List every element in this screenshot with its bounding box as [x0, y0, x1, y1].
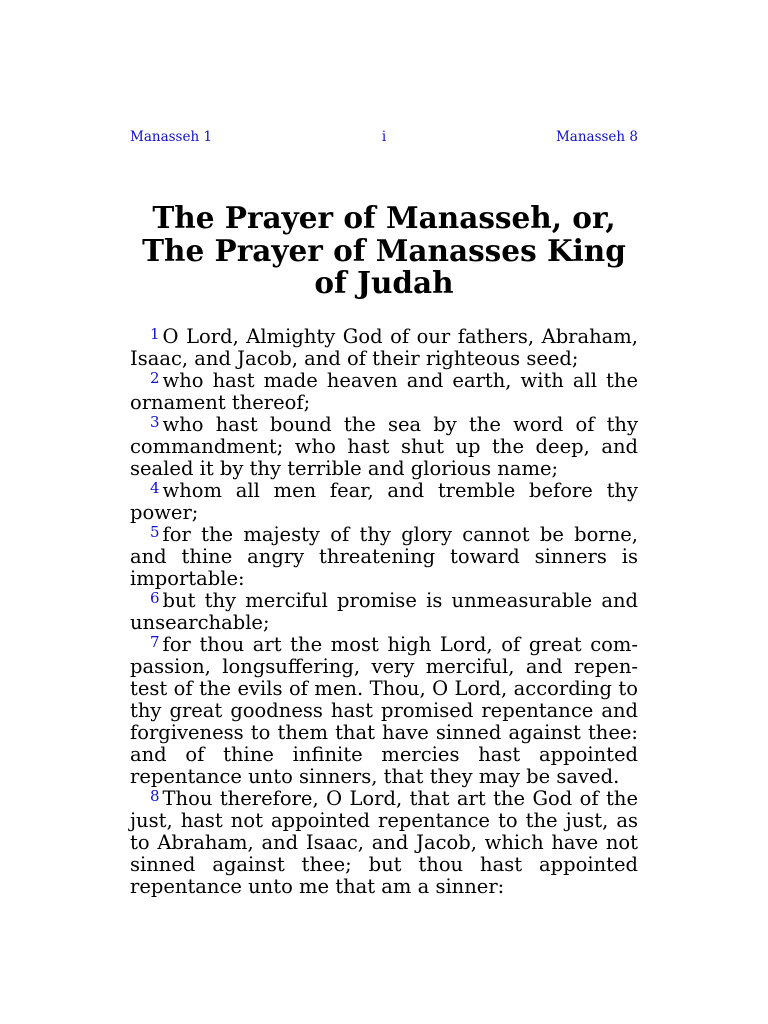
chapter-text	[130, 326, 638, 898]
verse-number[interactable]: 7	[150, 633, 160, 651]
verse-text: for thou art the most high Lord, of great compassion, longsuffering, very merciful, and repentest of the evils of men. Thou, O Lord, according to thy great goodness hast promised repentance and forgiveness to them that have sinned against thee: and of thine infinite mercies hast appointed repentance unto sinners, that they may be saved.	[130, 633, 638, 788]
verse-5	[130, 524, 638, 590]
book-title-line-2: The Prayer of Manasses King	[142, 232, 626, 268]
verse-number[interactable]: 3	[150, 413, 160, 431]
verse-8	[130, 788, 638, 898]
verse-1	[130, 326, 638, 370]
verse-text: Thou therefore, O Lord, that art the God of the just, hast not appointed repentance to the just, as to Abraham, and Isaac, and Jacob, which have not sinned against thee; but thou hast appointed repentance unto me that am a sinner:	[130, 787, 638, 898]
header-last-verse-link[interactable]: Manasseh 8	[555, 129, 638, 145]
verse-text: but thy merciful promise is unmeasurable and unsearchable;	[130, 589, 638, 634]
book-title-line-1: The Prayer of Manasseh, or,	[152, 200, 616, 235]
verse-number[interactable]: 4	[150, 479, 160, 497]
verse-4	[130, 480, 638, 524]
header-page-number[interactable]: i	[381, 129, 387, 145]
verse-2	[130, 370, 638, 414]
verse-3	[130, 414, 638, 480]
page	[130, 0, 638, 1024]
verse-number[interactable]: 6	[150, 589, 160, 607]
verse-text: O Lord, Almighty God of our fathers, Abraham, Isaac, and Jacob, and of their righteous seed;	[130, 325, 638, 370]
header-first-verse-link[interactable]: Manasseh 1	[130, 129, 213, 145]
running-header	[130, 128, 638, 148]
verse-7	[130, 634, 638, 788]
verse-6	[130, 590, 638, 634]
verse-text: for the majesty of thy glory cannot be borne, and thine angry threatening toward sinners is importable:	[130, 523, 638, 590]
book-title-line-3: of Judah	[314, 265, 454, 300]
verse-number[interactable]: 1	[150, 325, 160, 343]
verse-number[interactable]: 2	[150, 369, 160, 387]
verse-number[interactable]: 5	[150, 523, 160, 541]
verse-text: who hast bound the sea by the word of thy commandment; who hast shut up the deep, and sealed it by thy terrible and glorious name;	[130, 413, 638, 480]
verse-text: whom all men fear, and tremble before thy power;	[130, 479, 638, 524]
verse-text: who hast made heaven and earth, with all the ornament thereof;	[130, 369, 638, 414]
book-title	[130, 202, 638, 300]
verse-number[interactable]: 8	[150, 787, 160, 805]
